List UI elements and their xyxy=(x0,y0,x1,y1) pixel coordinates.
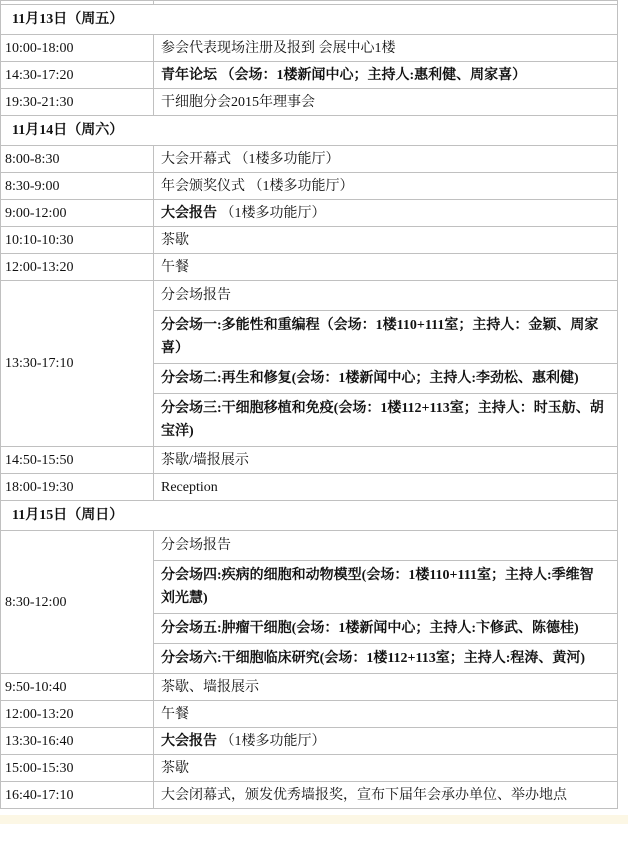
event-title: 分会场二:再生和修复(会场：1楼新闻中心；主持人:李劲松、惠利健) xyxy=(161,371,579,386)
schedule-row xyxy=(1,674,618,701)
event-text: 分会场报告 xyxy=(161,288,231,303)
event-text: 大会开幕式 （1楼多功能厅） xyxy=(161,151,340,167)
event-text: 茶歇/墙报展示 xyxy=(161,452,249,468)
time-cell: 8:30-9:00 xyxy=(1,173,154,200)
schedule-row xyxy=(1,227,618,254)
schedule-row xyxy=(1,701,618,728)
event-title: 分会场一:多能性和重编程（会场：1楼110+111室；主持人：金颖、周家喜） xyxy=(161,318,599,356)
event-cell xyxy=(154,89,618,116)
event-text: 午餐 xyxy=(161,706,189,722)
schedule-row xyxy=(1,474,618,501)
event-cell xyxy=(154,447,618,474)
time-cell: 14:30-17:20 xyxy=(1,62,154,89)
event-text: 分会场报告 xyxy=(161,538,231,553)
event-text: 茶歇 xyxy=(161,760,189,776)
day-header-label: 11月15日（周日） xyxy=(1,501,618,531)
time-cell: 18:00-19:30 xyxy=(1,474,154,501)
event-text: 茶歇 xyxy=(161,232,189,248)
time-cell-merged: 8:30-12:00 xyxy=(1,531,154,674)
event-cell xyxy=(154,674,618,701)
event-cell xyxy=(154,200,618,227)
event-title: 大会报告 xyxy=(161,733,217,749)
event-cell xyxy=(154,254,618,281)
schedule-row xyxy=(1,200,618,227)
event-cell xyxy=(154,755,618,782)
time-cell: 13:30-16:40 xyxy=(1,728,154,755)
time-cell: 16:40-17:10 xyxy=(1,782,154,809)
event-title: 青年论坛 （会场：1楼新闻中心；主持人:惠利健、周家喜） xyxy=(161,67,527,83)
page-bottom-strip xyxy=(0,815,628,824)
event-cell xyxy=(154,146,618,173)
event-text: 参会代表现场注册及报到 会展中心1楼 xyxy=(161,40,396,56)
day-header-label: 11月13日（周五） xyxy=(1,5,618,35)
time-cell: 14:50-15:50 xyxy=(1,447,154,474)
event-title: 分会场四:疾病的细胞和动物模型(会场：1楼110+111室；主持人:季维智 刘光慧) xyxy=(161,568,594,606)
event-cell xyxy=(154,561,618,614)
event-cell xyxy=(154,227,618,254)
day-header-row xyxy=(1,501,618,531)
event-cell xyxy=(154,782,618,809)
schedule-row xyxy=(1,447,618,474)
day-header-row xyxy=(1,116,618,146)
event-cell xyxy=(154,311,618,364)
event-title: 分会场三:干细胞移植和免疫(会场：1楼112+113室；主持人：时玉舫、胡宝洋) xyxy=(161,401,604,439)
time-cell: 15:00-15:30 xyxy=(1,755,154,782)
time-cell: 12:00-13:20 xyxy=(1,701,154,728)
event-cell xyxy=(154,728,618,755)
session-row xyxy=(1,531,618,561)
event-title: 分会场五:肿瘤干细胞(会场：1楼新闻中心；主持人:卞修武、陈德桂) xyxy=(161,621,579,636)
time-cell-merged: 13:30-17:10 xyxy=(1,281,154,447)
event-cell xyxy=(154,644,618,674)
time-cell: 10:00-18:00 xyxy=(1,35,154,62)
schedule-row xyxy=(1,173,618,200)
schedule-row xyxy=(1,62,618,89)
schedule-row xyxy=(1,254,618,281)
event-cell xyxy=(154,531,618,561)
time-cell: 12:00-13:20 xyxy=(1,254,154,281)
event-cell xyxy=(154,474,618,501)
event-title: 大会报告 xyxy=(161,205,217,221)
event-title: 分会场六:干细胞临床研究(会场：1楼112+113室；主持人:程涛、黄河) xyxy=(161,651,586,666)
day-header-label: 11月14日（周六） xyxy=(1,116,618,146)
event-text: 大会闭幕式，颁发优秀墙报奖，宣布下届年会承办单位、举办地点 xyxy=(161,787,567,803)
event-text: （1楼多功能厅） xyxy=(217,733,326,749)
event-text: Reception xyxy=(161,479,218,495)
event-cell xyxy=(154,701,618,728)
time-cell: 9:00-12:00 xyxy=(1,200,154,227)
event-cell xyxy=(154,364,618,394)
time-cell: 9:50-10:40 xyxy=(1,674,154,701)
schedule-row xyxy=(1,89,618,116)
schedule-row xyxy=(1,146,618,173)
event-cell xyxy=(154,614,618,644)
time-cell: 10:10-10:30 xyxy=(1,227,154,254)
event-cell xyxy=(154,173,618,200)
schedule-row xyxy=(1,728,618,755)
day-header-row xyxy=(1,5,618,35)
session-row xyxy=(1,281,618,311)
schedule-row xyxy=(1,755,618,782)
event-text: （1楼多功能厅） xyxy=(217,205,326,221)
event-text: 午餐 xyxy=(161,259,189,275)
event-text: 年会颁奖仪式 （1楼多功能厅） xyxy=(161,178,354,194)
time-cell: 8:00-8:30 xyxy=(1,146,154,173)
schedule-row xyxy=(1,782,618,809)
time-cell: 19:30-21:30 xyxy=(1,89,154,116)
event-text: 干细胞分会2015年理事会 xyxy=(161,94,315,110)
event-cell xyxy=(154,394,618,447)
event-cell xyxy=(154,62,618,89)
event-cell xyxy=(154,35,618,62)
event-cell xyxy=(154,281,618,311)
schedule-row xyxy=(1,35,618,62)
event-text: 茶歇、墙报展示 xyxy=(161,679,259,695)
